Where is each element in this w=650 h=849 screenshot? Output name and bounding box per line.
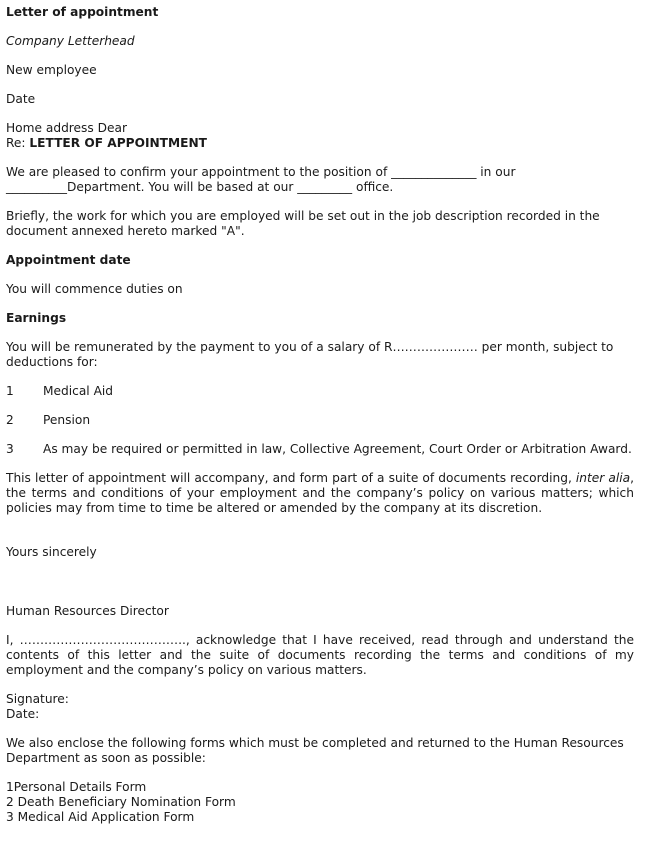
subject-line [6,136,634,151]
date-line: Date [6,92,36,106]
document-title: Letter of appointment [6,5,159,19]
company-letterhead: Company Letterhead [6,34,135,48]
deduction-text: Medical Aid [43,384,114,398]
briefly-paragraph: Briefly, the work for which you are employed will be set out in the job description recorded in the document annexed hereto marked "A". [6,209,600,238]
suite-text-before: This letter of appointment will accompany, and form part of a suite of documents recording, [6,471,576,485]
list-item: 3 Medical Aid Application Form [6,810,195,824]
deduction-number: 3 [6,442,14,456]
signature-label: Signature: [6,692,69,706]
signatory-title: Human Resources Director [6,604,169,618]
deduction-item [6,442,634,457]
recipient-line: New employee [6,63,97,77]
forms-list [6,780,634,825]
suite-text-italic: inter alia [575,471,631,485]
suite-paragraph [6,471,634,516]
acknowledge-paragraph: I, ………………………………….., acknowledge that I have received, read through and understand the contents of this letter and the suite of documents recording the terms and conditions of my employment and the company’s policy on various matters. [6,633,634,677]
commence-paragraph: You will commence duties on [6,282,183,296]
earnings-heading: Earnings [6,311,67,325]
letter-document [6,5,634,825]
subject-text: LETTER OF APPOINTMENT [29,136,207,150]
date-field-label: Date: [6,707,40,721]
confirm-paragraph-line-2: __________Department. You will be based at our _________ office. [6,180,394,194]
appointment-date-heading: Appointment date [6,253,131,267]
subject-prefix: Re: [6,136,30,150]
closing-line: Yours sincerely [6,545,97,559]
deduction-item [6,384,634,399]
deduction-number: 2 [6,413,14,427]
suite-text-after: , the terms and conditions of your employment and the company’s policy on various matters; which policies may from time to time be altered or amended by the company at its discretion. [6,471,634,515]
enclose-paragraph: We also enclose the following forms which must be completed and returned to the Human Resources Department as soon as possible: [6,736,624,765]
confirm-paragraph-line-1: We are pleased to confirm your appointment to the position of ______________ in our [6,165,516,179]
deduction-number: 1 [6,384,14,398]
deduction-text: As may be required or permitted in law, Collective Agreement, Court Order or Arbitration Award. [43,442,632,456]
list-item: 2 Death Beneficiary Nomination Form [6,795,236,809]
list-item: 1Personal Details Form [6,780,147,794]
deduction-item [6,413,634,428]
home-address-line: Home address Dear [6,121,127,135]
remuneration-paragraph: You will be remunerated by the payment to you of a salary of R………………… per month, subject to deductions for: [6,340,614,369]
deduction-text: Pension [43,413,91,427]
